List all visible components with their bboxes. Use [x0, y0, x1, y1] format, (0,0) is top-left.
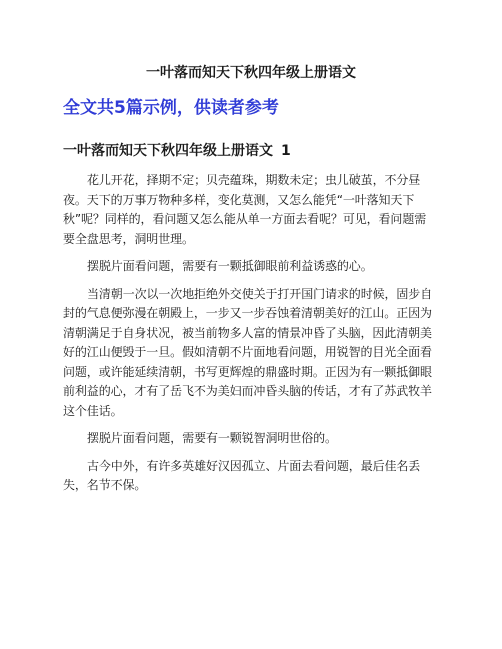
paragraph: 花儿开花，择期不定；贝壳蕴珠，期数未定；虫儿破茧，不分昼夜。天下的万事万物种多样，变化莫测，又怎么能凭“一叶落知天下秋”呢？同样的，看问题又怎么能从单一方面去看呢？可见，看问题需要全盘思考，洞明世理。: [63, 173, 427, 246]
document-subtitle: 全文共5篇示例，供读者参考: [63, 98, 279, 118]
document-body: [63, 171, 437, 504]
section-number: 1: [281, 143, 291, 159]
document-title: 一叶落而知天下秋四年级上册语文: [146, 65, 356, 81]
paragraph: 当清朝一次以一次地拒绝外交使关于打开国门请求的时候，固步自封的气息便弥漫在朝殿上，一步又一步吞蚀着清朝美好的江山。正因为清朝满足于自身状况，被当前物多人富的情景冲昏了头脑，因此清朝美好的江山便毁于一旦。假如清朝不片面地看问题，用锐智的目光全面看问题，或许能延续清朝，书写更辉煌的鼎盛时期。正因为有一颗抵御眼前利益的心，才有了岳飞不为美妇而冲昏头脑的传话，才有了苏武牧羊这个佳话。: [63, 286, 433, 418]
section-heading: [63, 142, 291, 160]
paragraph: 古今中外，有许多英雄好汉因孤立、片面去看问题，最后佳名丢失，名节不保。: [63, 458, 421, 492]
section-heading-text: 一叶落而知天下秋四年级上册语文: [63, 143, 273, 159]
paragraph: 摆脱片面看问题，需要有一颗抵御眼前利益诱惑的心。: [87, 259, 373, 273]
paragraph: 摆脱片面看问题，需要有一颗锐智洞明世俗的。: [87, 431, 337, 445]
